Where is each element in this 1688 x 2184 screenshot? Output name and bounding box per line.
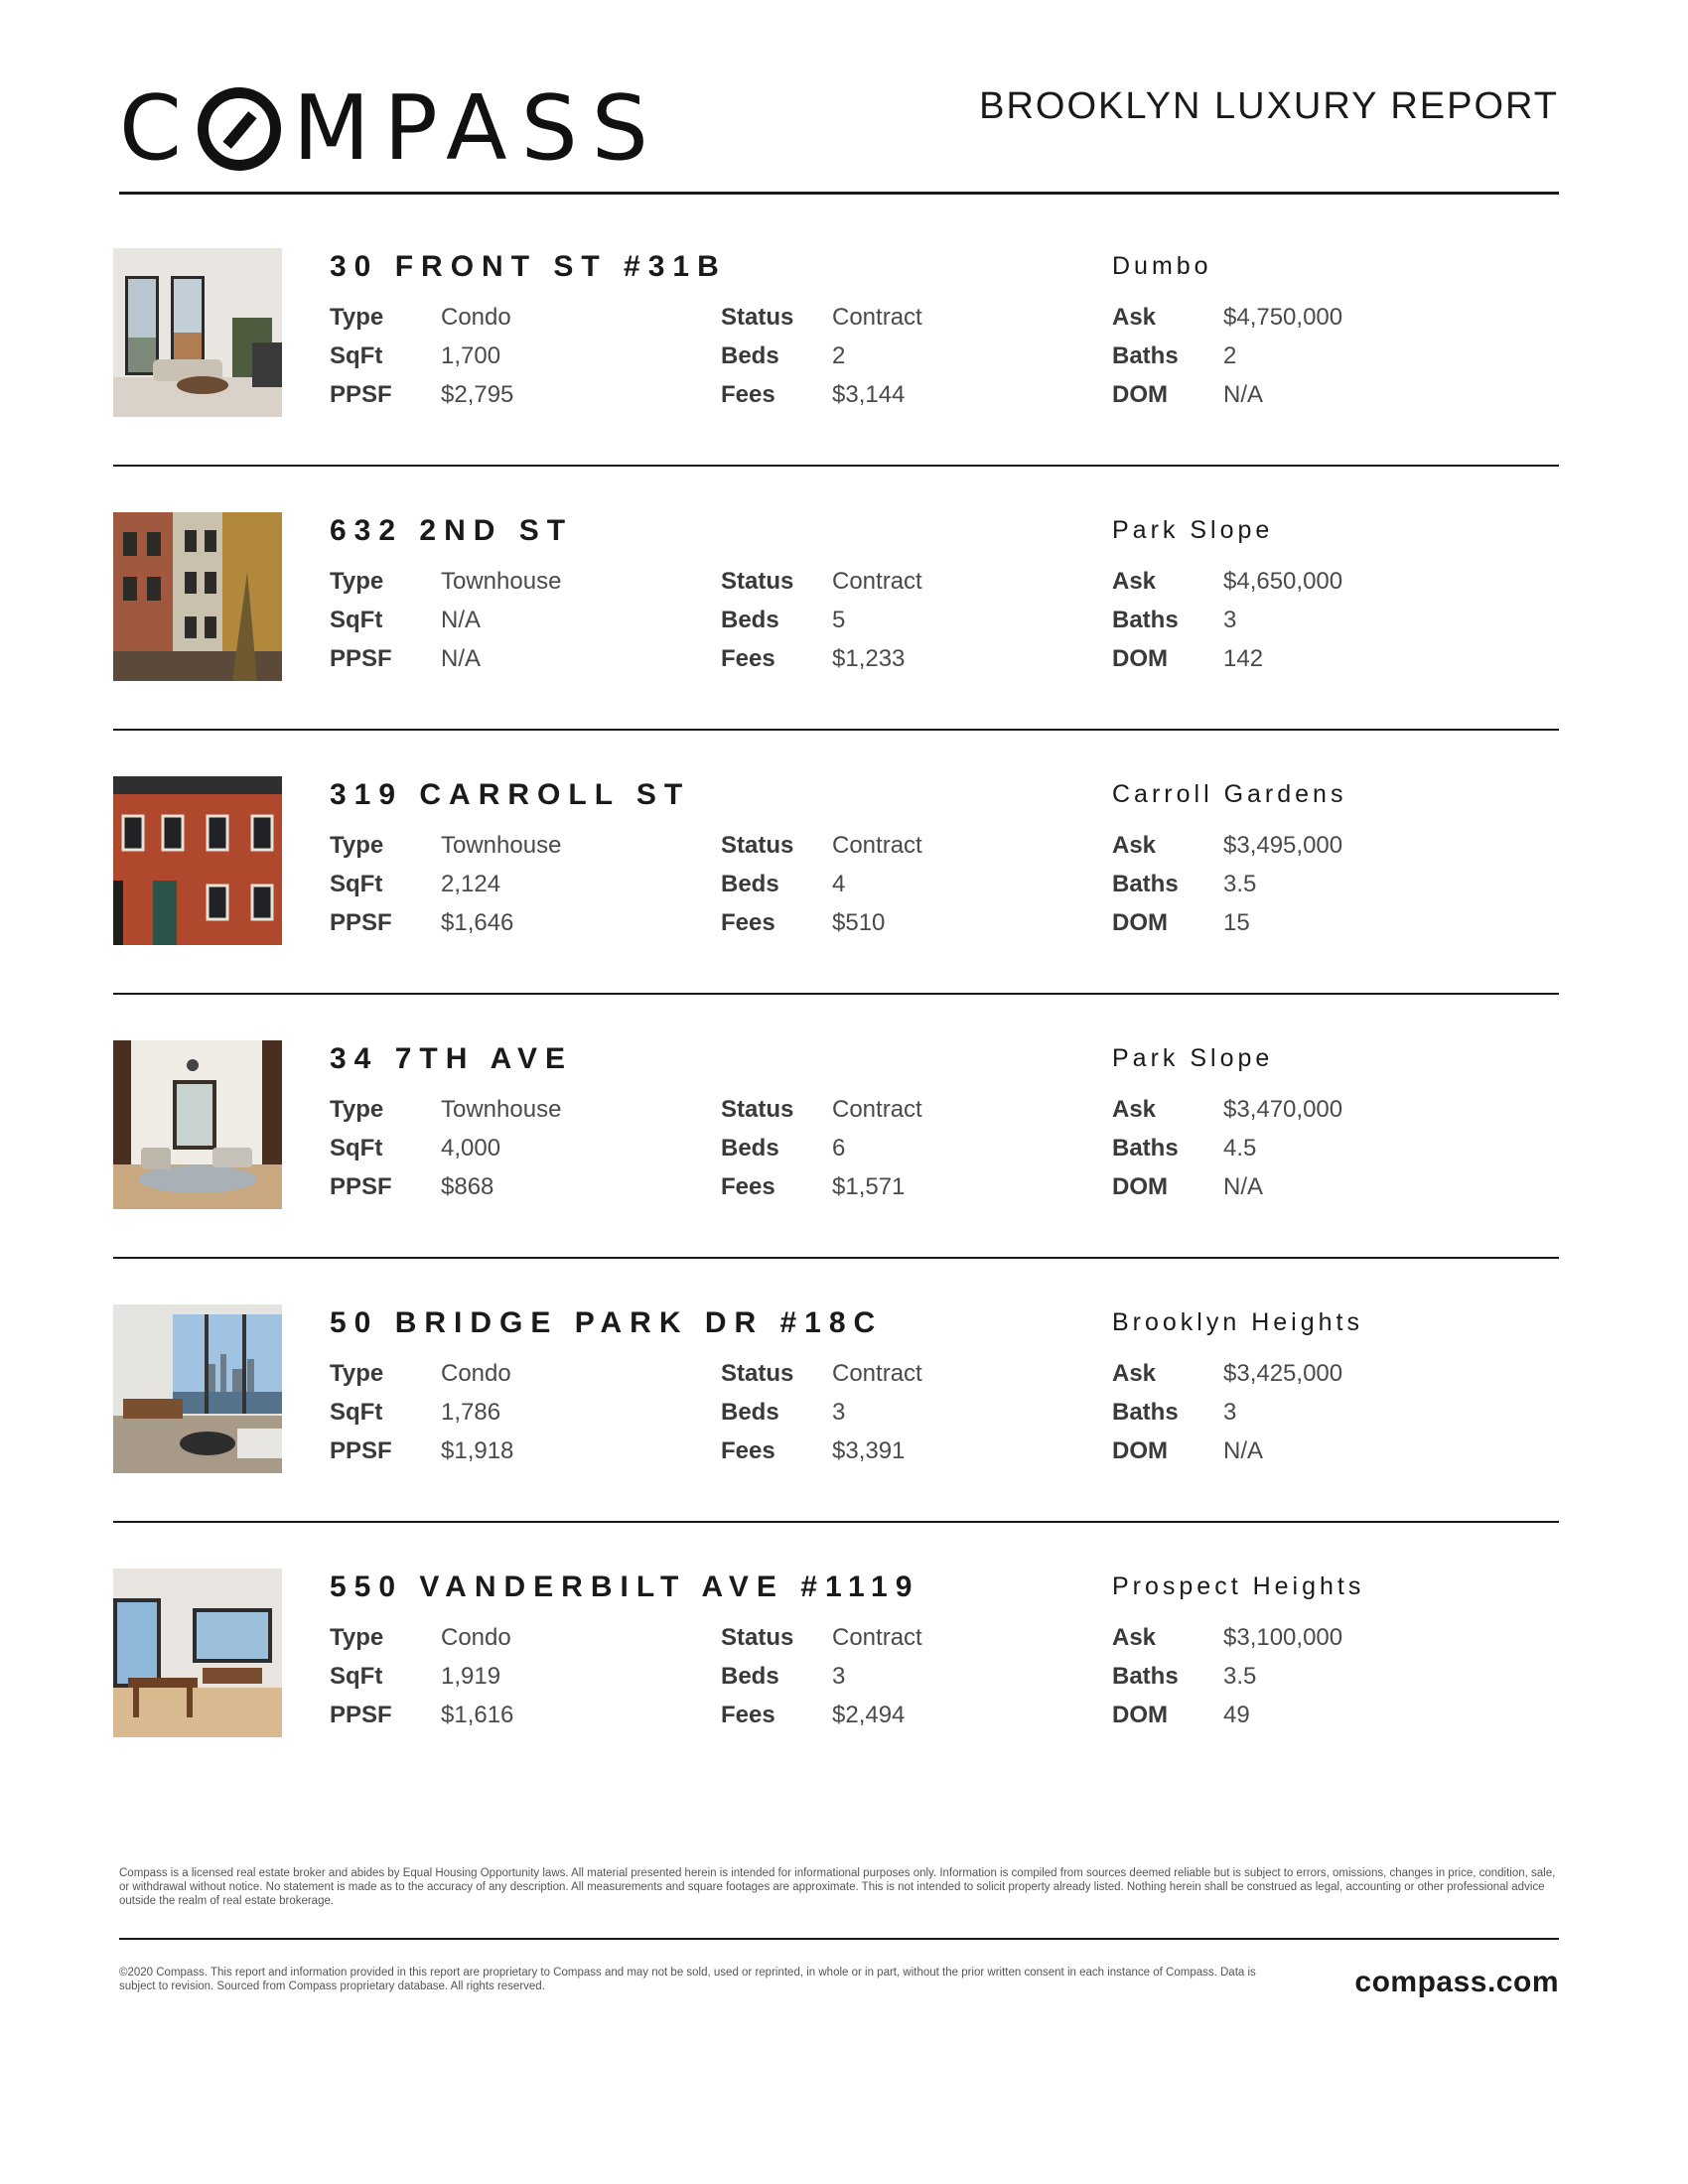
field-beds [721, 337, 1098, 375]
property-address[interactable]: 34 7TH AVE [330, 1042, 574, 1075]
property-address[interactable]: 50 BRIDGE PARK DR #18C [330, 1306, 884, 1339]
field-value-fees: $510 [832, 908, 886, 936]
field-label: Beds [721, 1134, 779, 1161]
field-value-sqft: 1,919 [441, 1662, 501, 1690]
property-address[interactable]: 319 CARROLL ST [330, 778, 691, 811]
details-column-3 [1112, 826, 1489, 942]
field-label: Ask [1112, 1095, 1157, 1123]
field-dom [1112, 1696, 1489, 1734]
field-fees [721, 1696, 1098, 1734]
field-value-status: Contract [832, 1623, 922, 1651]
listing-divider [113, 1257, 1559, 1259]
field-status [721, 826, 1098, 865]
field-fees [721, 375, 1098, 414]
field-dom [1112, 375, 1489, 414]
field-value-ppsf: $1,616 [441, 1701, 514, 1728]
field-beds [721, 601, 1098, 639]
listing-divider [113, 1521, 1559, 1523]
field-value-dom: N/A [1223, 1436, 1264, 1464]
field-ppsf [330, 1167, 707, 1206]
field-value-beds: 2 [832, 341, 846, 369]
field-label: PPSF [330, 1172, 392, 1200]
field-baths [1112, 1129, 1489, 1167]
field-label: DOM [1112, 908, 1168, 936]
field-ask [1112, 826, 1489, 865]
field-fees [721, 639, 1098, 678]
details-column-2 [721, 1354, 1098, 1470]
field-value-status: Contract [832, 567, 922, 595]
field-label: Type [330, 567, 384, 595]
field-label: SqFt [330, 341, 383, 369]
field-value-baths: 3.5 [1223, 1662, 1257, 1690]
details-column-3 [1112, 298, 1489, 414]
field-value-status: Contract [832, 1359, 922, 1387]
listings [113, 248, 1569, 1833]
field-type [330, 1090, 707, 1129]
field-label: Baths [1112, 1662, 1179, 1690]
listing-card[interactable] [113, 1040, 1569, 1304]
field-value-type: Townhouse [441, 831, 562, 859]
compass-o-icon [198, 87, 281, 171]
field-label: PPSF [330, 1701, 392, 1728]
details-column-1 [330, 1618, 707, 1734]
field-dom [1112, 1167, 1489, 1206]
field-label: Type [330, 1623, 384, 1651]
field-value-type: Condo [441, 1359, 511, 1387]
field-beds [721, 1657, 1098, 1696]
field-label: PPSF [330, 644, 392, 672]
field-type [330, 1354, 707, 1393]
field-ppsf [330, 375, 707, 414]
field-sqft [330, 601, 707, 639]
field-label: Baths [1112, 870, 1179, 897]
details-column-2 [721, 1090, 1098, 1206]
field-ppsf [330, 1696, 707, 1734]
field-status [721, 298, 1098, 337]
field-ask [1112, 298, 1489, 337]
field-ppsf [330, 639, 707, 678]
field-type [330, 298, 707, 337]
field-label: Fees [721, 1436, 775, 1464]
field-label: Status [721, 1359, 794, 1387]
field-ask [1112, 562, 1489, 601]
details-column-1 [330, 298, 707, 414]
footer-divider [119, 1938, 1559, 1940]
field-value-fees: $3,391 [832, 1436, 906, 1464]
listing-divider [113, 729, 1559, 731]
property-address[interactable]: 550 VANDERBILT AVE #1119 [330, 1570, 920, 1603]
field-value-status: Contract [832, 831, 922, 859]
field-label: Type [330, 831, 384, 859]
field-label: Ask [1112, 567, 1157, 595]
field-value-ask: $3,470,000 [1223, 1095, 1343, 1123]
field-value-baths: 3 [1223, 1398, 1237, 1426]
listing-card[interactable] [113, 1304, 1569, 1569]
details-column-3 [1112, 1354, 1489, 1470]
field-label: Status [721, 831, 794, 859]
field-sqft [330, 1129, 707, 1167]
field-status [721, 1618, 1098, 1657]
field-label: PPSF [330, 908, 392, 936]
field-label: Type [330, 303, 384, 331]
field-value-beds: 6 [832, 1134, 846, 1161]
property-address[interactable]: 30 FRONT ST #31B [330, 250, 727, 283]
field-value-beds: 3 [832, 1662, 846, 1690]
disclaimer-text: Compass is a licensed real estate broker and abides by Equal Housing Opportunity laws. All material presented herein is intended for informational purposes only. Information is compiled from sources deemed reliable but is subject to errors, omissions, changes in price, condition, sale, or withdrawal without notice. No statement is made as to the accuracy of any description. All measurements and square footages are approximate. This is not intended to solicit property already listed. Nothing herein shall be construed as legal, accounting or other professional advice outside the realm of real estate brokerage. [119, 1867, 1556, 1907]
copyright-text: ©2020 Compass. This report and information provided in this report are proprietary to Compass and may not be sold, used or reprinted, in whole or in part, without the prior written consent in each instance of Compass. Data is subject to revision. Sourced from Compass proprietary database. All rights reserved. [119, 1967, 1256, 1992]
field-value-type: Condo [441, 303, 511, 331]
field-label: DOM [1112, 1701, 1168, 1728]
property-neighborhood: Park Slope [1112, 1044, 1274, 1072]
field-ppsf [330, 903, 707, 942]
field-ppsf [330, 1432, 707, 1470]
property-address[interactable]: 632 2ND ST [330, 514, 574, 547]
property-photo[interactable] [113, 776, 282, 945]
field-sqft [330, 1393, 707, 1432]
field-label: Type [330, 1359, 384, 1387]
details-column-2 [721, 562, 1098, 678]
property-photo[interactable] [113, 512, 282, 681]
details-column-3 [1112, 1618, 1489, 1734]
field-label: SqFt [330, 1398, 383, 1426]
field-value-ppsf: $1,646 [441, 908, 514, 936]
field-label: Beds [721, 1662, 779, 1690]
field-label: Baths [1112, 606, 1179, 633]
report-title: BROOKLYN LUXURY REPORT [979, 85, 1559, 127]
report-header [119, 76, 1559, 189]
field-value-beds: 4 [832, 870, 846, 897]
field-label: Status [721, 1623, 794, 1651]
field-baths [1112, 865, 1489, 903]
field-fees [721, 1432, 1098, 1470]
field-value-ask: $3,100,000 [1223, 1623, 1343, 1651]
field-label: Ask [1112, 303, 1157, 331]
field-value-ask: $4,650,000 [1223, 567, 1343, 595]
field-value-baths: 3.5 [1223, 870, 1257, 897]
field-ask [1112, 1618, 1489, 1657]
field-value-sqft: 4,000 [441, 1134, 501, 1161]
field-value-status: Contract [832, 303, 922, 331]
field-label: Ask [1112, 831, 1157, 859]
field-sqft [330, 337, 707, 375]
details-column-3 [1112, 1090, 1489, 1206]
field-value-dom: N/A [1223, 1172, 1264, 1200]
field-label: SqFt [330, 1134, 383, 1161]
field-value-dom: 49 [1223, 1701, 1250, 1728]
field-value-ppsf: $2,795 [441, 380, 514, 408]
field-label: Beds [721, 341, 779, 369]
field-fees [721, 1167, 1098, 1206]
field-dom [1112, 1432, 1489, 1470]
details-column-1 [330, 1090, 707, 1206]
field-status [721, 1354, 1098, 1393]
field-value-fees: $2,494 [832, 1701, 906, 1728]
field-label: Type [330, 1095, 384, 1123]
field-value-status: Contract [832, 1095, 922, 1123]
logo-prefix: C [119, 76, 196, 181]
field-type [330, 562, 707, 601]
field-sqft [330, 865, 707, 903]
field-value-beds: 5 [832, 606, 846, 633]
field-value-ppsf: $1,918 [441, 1436, 514, 1464]
field-label: Baths [1112, 341, 1179, 369]
field-label: Baths [1112, 1398, 1179, 1426]
field-label: DOM [1112, 644, 1168, 672]
field-label: PPSF [330, 380, 392, 408]
field-label: Fees [721, 908, 775, 936]
details-column-2 [721, 1618, 1098, 1734]
field-dom [1112, 639, 1489, 678]
field-value-type: Condo [441, 1623, 511, 1651]
listing-divider [113, 993, 1559, 995]
field-value-baths: 2 [1223, 341, 1237, 369]
field-label: Beds [721, 1398, 779, 1426]
property-neighborhood: Carroll Gardens [1112, 780, 1347, 808]
field-label: DOM [1112, 1172, 1168, 1200]
field-dom [1112, 903, 1489, 942]
field-baths [1112, 337, 1489, 375]
field-label: Fees [721, 380, 775, 408]
details-column-1 [330, 562, 707, 678]
field-value-sqft: 1,786 [441, 1398, 501, 1426]
field-status [721, 562, 1098, 601]
field-value-sqft: N/A [441, 606, 482, 633]
field-fees [721, 903, 1098, 942]
details-column-1 [330, 1354, 707, 1470]
field-label: Fees [721, 1172, 775, 1200]
field-value-ask: $3,495,000 [1223, 831, 1343, 859]
field-label: Status [721, 303, 794, 331]
field-label: DOM [1112, 380, 1168, 408]
field-baths [1112, 1393, 1489, 1432]
field-value-ppsf: N/A [441, 644, 482, 672]
property-neighborhood: Dumbo [1112, 252, 1212, 280]
field-label: SqFt [330, 1662, 383, 1690]
field-label: DOM [1112, 1436, 1168, 1464]
field-value-ask: $3,425,000 [1223, 1359, 1343, 1387]
field-value-type: Townhouse [441, 1095, 562, 1123]
field-beds [721, 1129, 1098, 1167]
field-value-fees: $1,233 [832, 644, 906, 672]
field-type [330, 1618, 707, 1657]
field-value-baths: 4.5 [1223, 1134, 1257, 1161]
field-label: Ask [1112, 1623, 1157, 1651]
field-sqft [330, 1657, 707, 1696]
field-label: PPSF [330, 1436, 392, 1464]
field-value-fees: $3,144 [832, 380, 906, 408]
field-label: SqFt [330, 870, 383, 897]
field-label: Status [721, 1095, 794, 1123]
field-label: Beds [721, 870, 779, 897]
property-photo[interactable] [113, 248, 282, 417]
field-value-dom: 142 [1223, 644, 1264, 672]
property-neighborhood: Brooklyn Heights [1112, 1308, 1363, 1336]
field-ask [1112, 1090, 1489, 1129]
field-value-sqft: 2,124 [441, 870, 501, 897]
details-column-2 [721, 298, 1098, 414]
field-ask [1112, 1354, 1489, 1393]
field-beds [721, 1393, 1098, 1432]
field-value-ask: $4,750,000 [1223, 303, 1343, 331]
field-label: Beds [721, 606, 779, 633]
listing-divider [113, 465, 1559, 467]
field-label: Status [721, 567, 794, 595]
compass-logo [119, 76, 662, 181]
field-type [330, 826, 707, 865]
property-photo[interactable] [113, 1040, 282, 1209]
field-baths [1112, 1657, 1489, 1696]
listing-card[interactable] [113, 512, 1569, 776]
field-status [721, 1090, 1098, 1129]
property-neighborhood: Park Slope [1112, 516, 1274, 544]
listing-card[interactable] [113, 1569, 1569, 1833]
property-photo[interactable] [113, 1304, 282, 1473]
listing-card[interactable] [113, 776, 1569, 1040]
website-link[interactable]: compass.com [1354, 1966, 1559, 1998]
field-value-baths: 3 [1223, 606, 1237, 633]
field-beds [721, 865, 1098, 903]
field-value-dom: 15 [1223, 908, 1250, 936]
field-value-sqft: 1,700 [441, 341, 501, 369]
field-label: SqFt [330, 606, 383, 633]
field-label: Baths [1112, 1134, 1179, 1161]
field-value-type: Townhouse [441, 567, 562, 595]
field-label: Fees [721, 644, 775, 672]
details-column-3 [1112, 562, 1489, 678]
field-baths [1112, 601, 1489, 639]
field-value-beds: 3 [832, 1398, 846, 1426]
header-divider [119, 192, 1559, 195]
field-value-dom: N/A [1223, 380, 1264, 408]
field-value-ppsf: $868 [441, 1172, 494, 1200]
logo-suffix: MPASS [292, 76, 662, 181]
details-column-2 [721, 826, 1098, 942]
field-label: Fees [721, 1701, 775, 1728]
listing-card[interactable] [113, 248, 1569, 512]
property-neighborhood: Prospect Heights [1112, 1572, 1365, 1600]
property-photo[interactable] [113, 1569, 282, 1737]
details-column-1 [330, 826, 707, 942]
field-label: Ask [1112, 1359, 1157, 1387]
field-value-fees: $1,571 [832, 1172, 906, 1200]
